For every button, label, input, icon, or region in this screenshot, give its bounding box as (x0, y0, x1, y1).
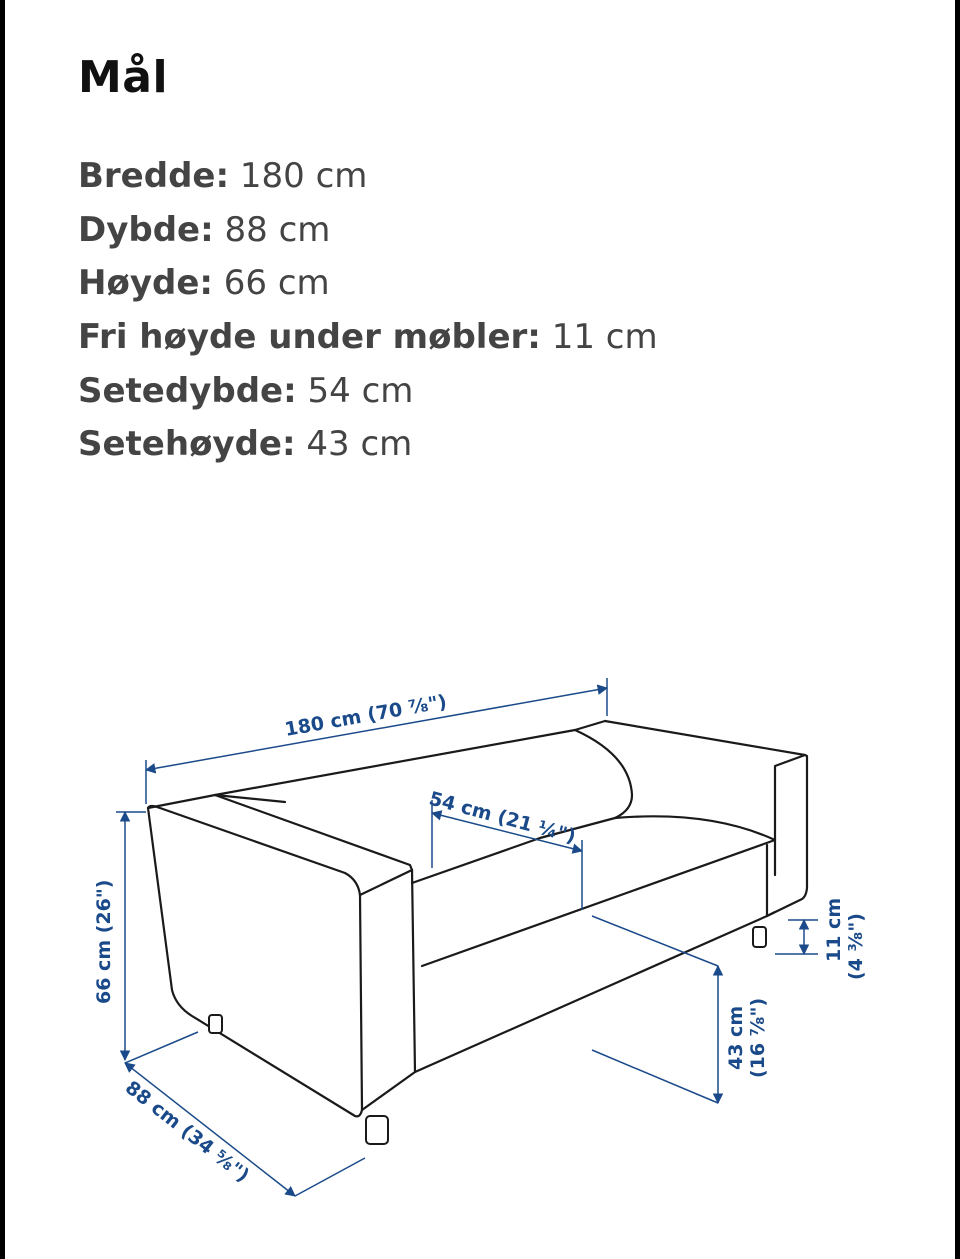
clearance-cm: 11 cm (823, 897, 845, 962)
spec-value: 54 cm (307, 370, 414, 411)
page-title: Mål (78, 52, 169, 103)
sofa-dimension-diagram (70, 670, 890, 1230)
spec-clearance (78, 311, 658, 365)
height-dimension (116, 812, 146, 1060)
spec-label: Høyde: (78, 263, 213, 304)
spec-depth (78, 204, 658, 258)
spec-value: 43 cm (306, 424, 413, 465)
spec-label: Fri høyde under møbler: (78, 317, 541, 358)
sofa-legs (209, 927, 766, 1144)
spec-value: 11 cm (551, 317, 658, 358)
spec-value: 180 cm (239, 156, 368, 196)
seat-height-dimension (592, 916, 718, 1103)
height-label: 66 cm (26") (93, 879, 115, 1004)
left-border (0, 0, 5, 1259)
seat-height-cm: 43 cm (725, 1005, 747, 1070)
spec-value: 66 cm (223, 263, 330, 304)
spec-width (78, 150, 658, 204)
seat-height-in: (16 ⁷⁄₈") (747, 997, 769, 1078)
spec-seat-depth (78, 365, 658, 419)
spec-height (78, 257, 658, 311)
front-left-leg (366, 1116, 388, 1144)
spec-value: 88 cm (224, 209, 331, 250)
depth-label: 88 cm (34 ⁵⁄₈") (120, 1076, 254, 1187)
spec-label: Setehøyde: (78, 424, 296, 465)
sofa-illustration (148, 721, 807, 1116)
width-label: 180 cm (70 ⁷⁄₈") (283, 690, 449, 741)
spec-label: Dybde: (78, 209, 214, 250)
spec-seat-height (78, 418, 658, 472)
width-dimension (146, 678, 607, 804)
spec-label: Setedybde: (78, 370, 297, 411)
clearance-in: (4 ³⁄₈") (845, 913, 867, 980)
clearance-dimension (775, 920, 818, 954)
spec-label: Bredde: (78, 156, 230, 196)
front-right-leg (753, 927, 766, 947)
seat-depth-label: 54 cm (21 ¼") (426, 787, 578, 848)
back-left-leg (209, 1015, 222, 1033)
right-border (955, 0, 960, 1259)
spec-list (78, 150, 658, 472)
